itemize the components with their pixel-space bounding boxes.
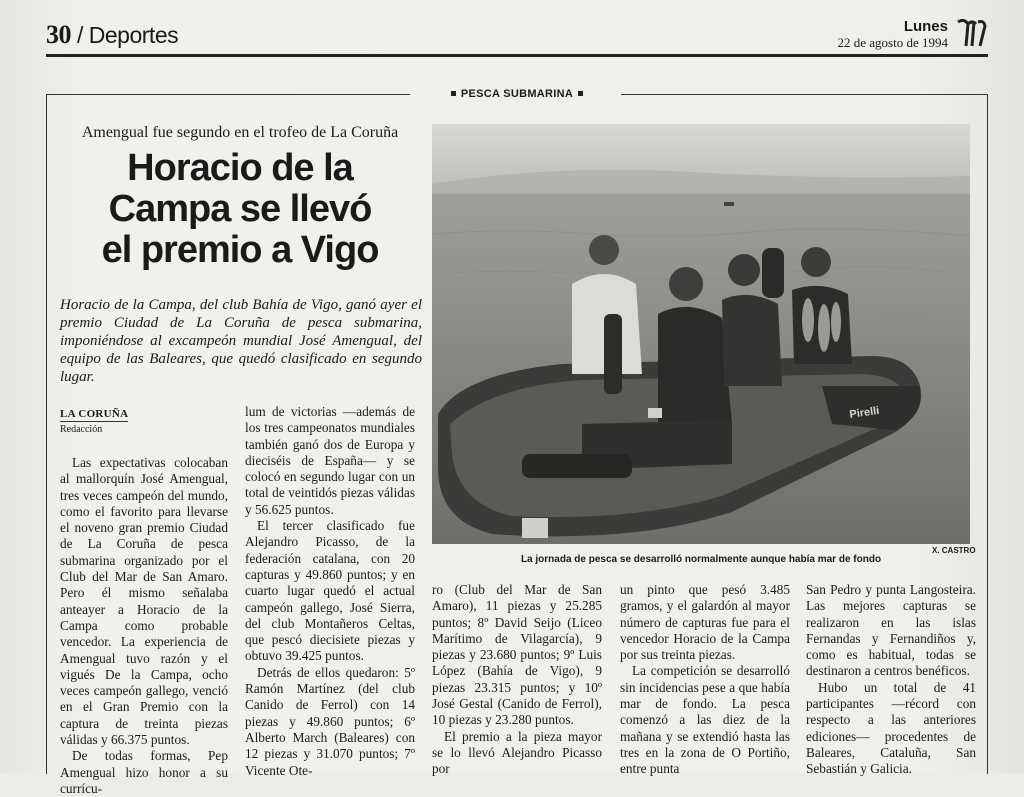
paragraph: Detrás de ellos quedaron: 5º Ramón Martínez (del club Canido de Ferrol) con 14 piezas y 49.860 puntos; 6º Alberto March (Baleares) con 12 piezas y 31.070 puntos; 7º Vicente Ote- xyxy=(245,664,415,778)
section-kicker xyxy=(46,86,988,106)
photo-credit: X. CASTRO xyxy=(932,546,976,555)
article-column-5 xyxy=(806,582,976,777)
paragraph: Hubo un total de 41 participantes —récord con respecto a las anteriores ediciones— procedentes de Baleares, Cataluña, San Sebastián y Galicia. xyxy=(806,679,976,777)
newspaper-logo-icon xyxy=(954,16,988,50)
headline-line: Horacio de la xyxy=(127,147,353,189)
kicker-label: PESCA SUBMARINA xyxy=(460,88,574,100)
issue-date-text: 22 de agosto de 1994 xyxy=(837,35,948,50)
paragraph: Las expectativas colocaban al mallorquín José Amengual, tres veces campeón del mundo, como el favorito para llevarse el noveno gran premio Ciudad de La Coruña de pesca submarina organizado por el Club del Mar de San Amaro. Pero él mismo señalaba anteayer a Horacio de la Campa como probable vencedor. La experiencia de Amengual tuvo razón y el vigués De la Campa, ocho veces campeón gallego, venció en el Gran Premio con la captura de treinta piezas válidas y 66.375 puntos. xyxy=(60,455,228,748)
paragraph: lum de victorias —además de los tres campeonatos mundiales también ganó dos de Europa y dieciséis de España— y se colocó en segundo lugar con un total de veintidós piezas válidas y 56.625 puntos. xyxy=(245,404,415,517)
headline-line: Campa se llevó xyxy=(108,188,372,230)
article-photo xyxy=(432,124,970,544)
paragraph: un pinto que pesó 3.485 gramos, y el galardón al mayor número de capturas fue para el vencedor Horacio de la Campa por sus treinta piezas. xyxy=(620,582,790,663)
paragraph: El premio a la pieza mayor se lo llevó Alejandro Picasso por xyxy=(432,728,602,777)
photo-illustration xyxy=(432,124,970,544)
section-name: / Deportes xyxy=(77,22,179,48)
boat-brand-text: Pirelli xyxy=(848,404,881,421)
masthead-rule xyxy=(46,54,988,57)
photo-caption: La jornada de pesca se desarrolló normalmente aunque había mar de fondo xyxy=(520,554,882,565)
paragraph: De todas formas, Pep Amengual hizo honor a su currícu- xyxy=(60,748,228,796)
paragraph: San Pedro y punta Langosteira. Las mejores capturas se realizaron en las islas Fernandas y Fernandiños y, como es habitual, todas se destinaron a centros benéficos. xyxy=(806,582,976,679)
byline-author: Redacción xyxy=(60,424,103,435)
article-column-1 xyxy=(60,455,228,796)
headline-line: el premio a Vigo xyxy=(101,229,379,271)
article-lead: Horacio de la Campa, del club Bahía de Vigo, ganó ayer el premio Ciudad de La Coruña de pesca submarina, imponiéndose al excampeón mundial José Amengual, del equipo de las Baleares, que quedó clasificado en segundo lugar. xyxy=(60,297,422,385)
paragraph: La competición se desarrolló sin incidencias pese a que había mar de fondo. La pesca comenzó a las diez de la mañana y se extendió hasta las tres en la zona de O Portiño, entre punta xyxy=(620,663,790,777)
paragraph: ro (Club del Mar de San Amaro), 11 piezas y 25.285 puntos; 8º David Seijo (Liceo Marítimo de Vilagarcía), 9 piezas y 23.680 puntos; 9º Luis López (Bahía de Vigo), 9 piezas 23.315 puntos; y 10º José Gestal (Canido de Ferrol), 10 piezas y 23.280 puntos. xyxy=(432,582,602,728)
article-column-2 xyxy=(245,404,415,778)
page-number: 30 xyxy=(46,20,71,49)
article-headline xyxy=(60,148,420,271)
issue-day: Lunes xyxy=(903,18,948,35)
issue-date xyxy=(838,18,948,51)
byline xyxy=(60,404,230,435)
paragraph: El tercer clasificado fue Alejandro Picasso, de la federación catalana, con 20 capturas y 49.860 puntos; y en cuarto lugar quedó el actual campeón gallego, José Sierra, del club Montañeros Celtas, que pescó diecisiete piezas y obtuvo 39.425 puntos. xyxy=(245,518,415,664)
frame-rule-left xyxy=(46,94,47,774)
article-column-3 xyxy=(432,582,602,777)
byline-location: LA CORUÑA xyxy=(60,408,129,420)
masthead xyxy=(46,14,988,58)
article-deck: Amengual fue segundo en el trofeo de La Coruña xyxy=(81,124,399,141)
page-header xyxy=(46,20,178,50)
article-column-4 xyxy=(620,582,790,777)
frame-rule-right xyxy=(987,94,988,774)
